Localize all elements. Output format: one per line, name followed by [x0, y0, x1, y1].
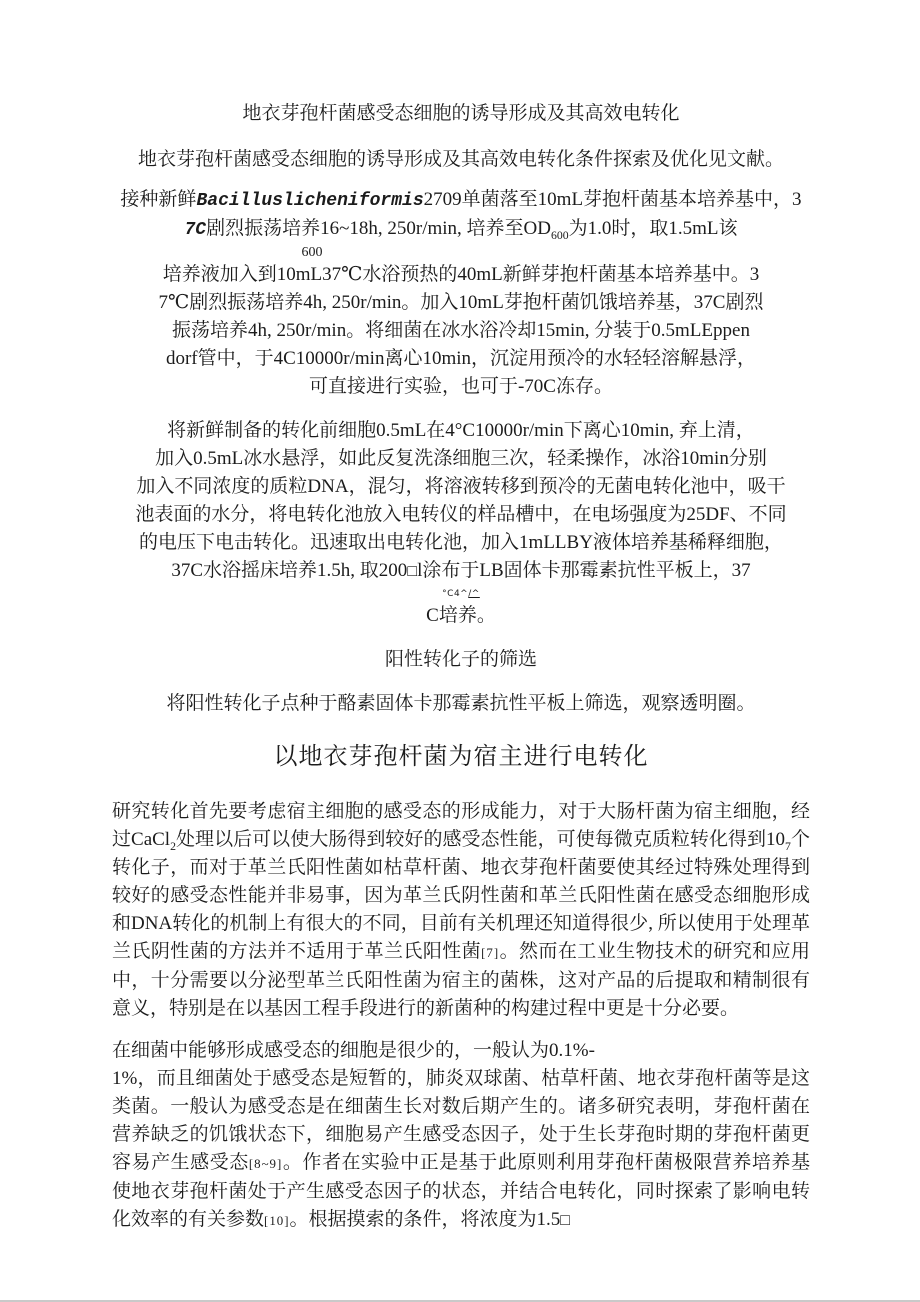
- protocol-paragraph-1: 接种新鲜Bacilluslicheniformis2709单菌落至10mL芽抱杆菌基本培养基中，3 7C剧烈振荡培养16~18h, 250r/min, 培养至$OD_{600}$为1.0时，取1.5mL该: [120, 189, 802, 242]
- subscript-artifact-600: 600: [301, 245, 323, 260]
- protocol-paragraph-2-end: C培养。: [426, 605, 496, 626]
- protocol-paragraph-2: 将新鲜制备的转化前细胞0.5mL在4°C10000r/min下离心10min, 弃上清， 加入0.5mL冰水悬浮，如此反复洗涤细胞三次，轻柔操作，冰浴10min分别 加入不同浓度的质粒DNA，混匀，将溶液转移到预冷的无菌电转化池中，吸干 池表面的水分，将电转化池放入电转仪的样品槽中，在电场强度为25DF、不同 的电压下电击转化。迅速取出电转化池，加入1mLLBY液体培养基稀释细胞， 37C水浴摇床培养1.5h, 取200□l涂布于LB固体卡那霉素抗性平板上，37: [135, 420, 787, 581]
- discussion-paragraph-2: 在细菌中能够形成感受态的细胞是很少的，一般认为0.1%- 1%，而且细菌处于感受态是短暂的，肺炎双球菌、枯草杆菌、地衣芽孢杆菌等是这类菌。一般认为感受态是在细菌生长对数后期产生的。诸多研究表明，芽孢杆菌在营养缺乏的饥饿状态下，细胞易产生感受态因子，处于生长芽孢时期的芽孢杆菌更容易产生感受态[8~9]。作者在实验中正是基于此原则利用芽孢杆菌极限营养培养基使地衣芽孢杆菌处于产生感受态因子的状态，并结合电转化，同时探索了影响电转化效率的有关参数[10]。根据摸索的条件，将浓度为1.5□: [112, 1040, 810, 1230]
- protocol-paragraph-1-continued: 培养液加入到10mL37℃水浴预热的40mL新鲜芽抱杆菌基本培养基中。3 7℃剧烈振荡培养4h, 250r/min。加入10mL芽抱杆菌饥饿培养基，37C剧烈 振荡培养4h, 250r/min。将细菌在冰水浴冷却15min, 分装于0.5mLEppen dorf管中，于4C10000r/min离心10min，沉淀用预冷的水轻轻溶解悬浮， 可直接进行实验，也可于-70C冻存。: [158, 264, 764, 397]
- heading-electroporation-host: 以地衣芽孢杆菌为宿主进行电转化: [273, 744, 649, 770]
- tiny-artifact-line: °C4^/^: [442, 589, 480, 599]
- intro-paragraph: 地衣芽孢杆菌感受态细胞的诱导形成及其高效电转化条件探索及优化见文献。: [137, 149, 784, 170]
- screening-paragraph: 将阳性转化子点种于酪素固体卡那霉素抗性平板上筛选，观察透明圈。: [166, 693, 756, 714]
- heading-positive-transformant-screening: 阳性转化子的筛选: [384, 649, 537, 670]
- discussion-paragraph-1: 研究转化首先要考虑宿主细胞的感受态的形成能力，对于大肠杆菌为宿主细胞，经过CaCl$_2$处理以后可以使大肠得到较好的感受态性能，可使每微克质粒转化得到$10_7$个转化子，而对于革兰氏阳性菌如枯草杆菌、地衣芽孢杆菌要使其经过特殊处理得到较好的感受态性能并非易事，因为革兰氏阴性菌和革兰氏阳性菌在感受态细胞形成和DNA转化的机制上有很大的不同，目前有关机理还知道得很少, 所以使用于处理革兰氏阴性菌的方法并不适用于革兰氏阳性菌[7]。然而在工业生物技术的研究和应用中，十分需要以分泌型革兰氏阳性菌为宿主的菌株，这对产品的后提取和精制很有意义，特别是在以基因工程手段进行的新菌种的构建过程中更是十分必要。: [112, 801, 810, 1019]
- document-title: 地衣芽孢杆菌感受态细胞的诱导形成及其高效电转化: [242, 103, 680, 124]
